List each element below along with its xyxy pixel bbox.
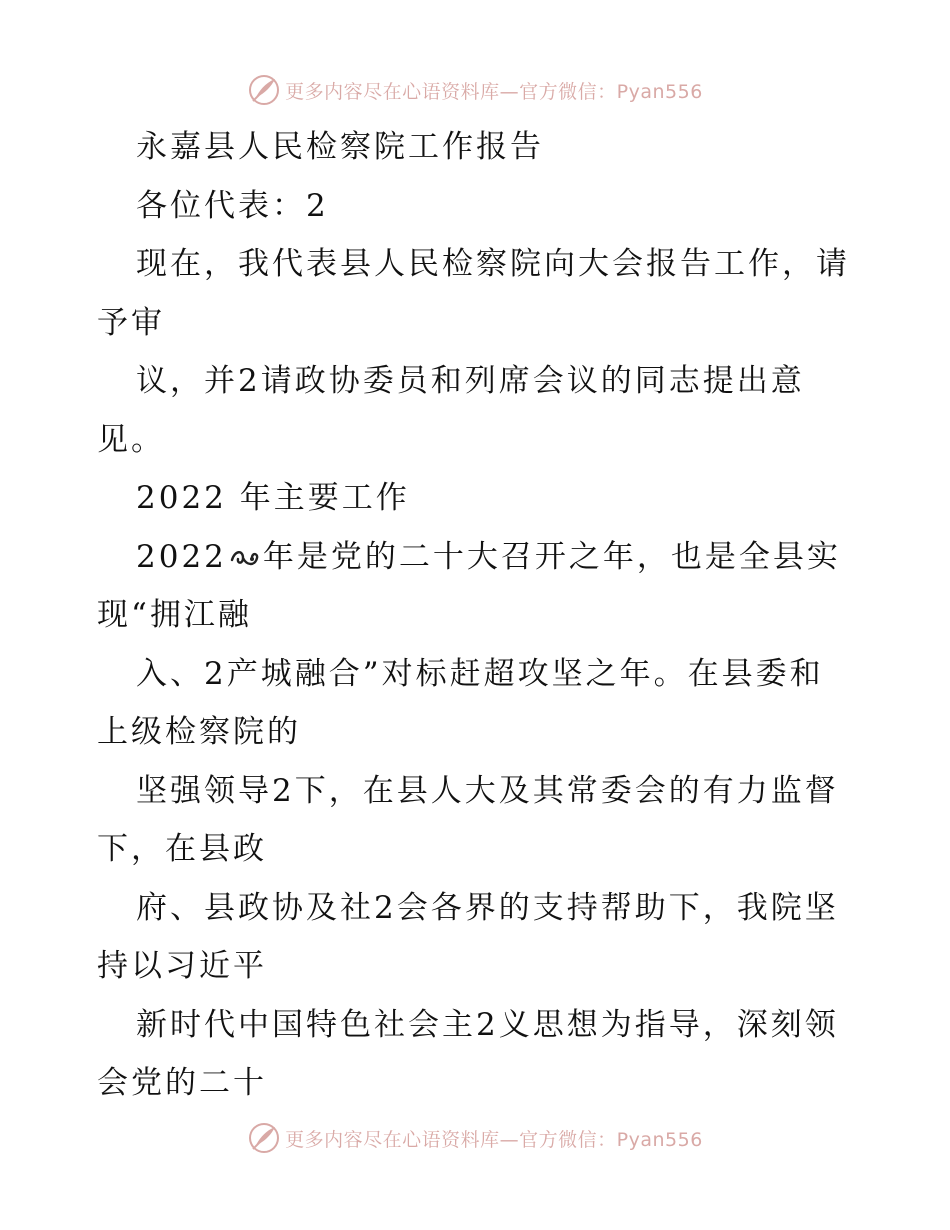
paragraph-line: 现“拥江融	[97, 597, 252, 633]
paragraph-line	[0, 528, 950, 587]
document-title: 永嘉县人民检察院工作报告	[136, 129, 544, 165]
paragraph-line: 坚强领导2下，在县人大及其常委会的有力监督	[136, 772, 839, 809]
quill-circle-logo	[247, 73, 281, 107]
year-text: 2022	[136, 538, 227, 575]
section-heading: 2022 年主要工作	[136, 480, 410, 516]
salutation: 各位代表：2	[136, 187, 329, 224]
paragraph-text: 年是党的二十大召开之年，也是全县实	[262, 538, 841, 575]
paragraph-line: 见。	[97, 421, 165, 458]
paragraph-line: 现在，我代表县人民检察院向大会报告工作，请	[136, 246, 850, 282]
paragraph-line: 议，并2请政协委员和列席会议的同志提出意	[136, 363, 805, 399]
quill-circle-logo	[247, 1121, 281, 1155]
swirl-ornament-icon	[229, 546, 261, 570]
header-watermark-banner	[0, 70, 950, 110]
paragraph-line: 下，在县政	[97, 831, 267, 867]
paragraph-line: 府、县政协及社2会各界的支持帮助下，我院坚	[136, 889, 839, 926]
watermark-text: 更多内容尽在心语资料库—官方微信：Pyan556	[285, 1128, 703, 1151]
paragraph-line: 会党的二十	[97, 1065, 267, 1101]
paragraph-line: 新时代中国特色社会主2义思想为指导，深刻领	[136, 1006, 839, 1043]
paragraph-line: 持以习近平	[97, 948, 267, 984]
paragraph-line: 上级检察院的	[97, 714, 301, 750]
document-body	[0, 118, 950, 1113]
paragraph-line: 入、2产城融合”对标赶超攻坚之年。在县委和	[136, 655, 824, 692]
paragraph-line: 予审	[97, 304, 165, 341]
footer-watermark-banner	[0, 1118, 950, 1158]
watermark-text: 更多内容尽在心语资料库—官方微信：Pyan556	[285, 80, 703, 103]
